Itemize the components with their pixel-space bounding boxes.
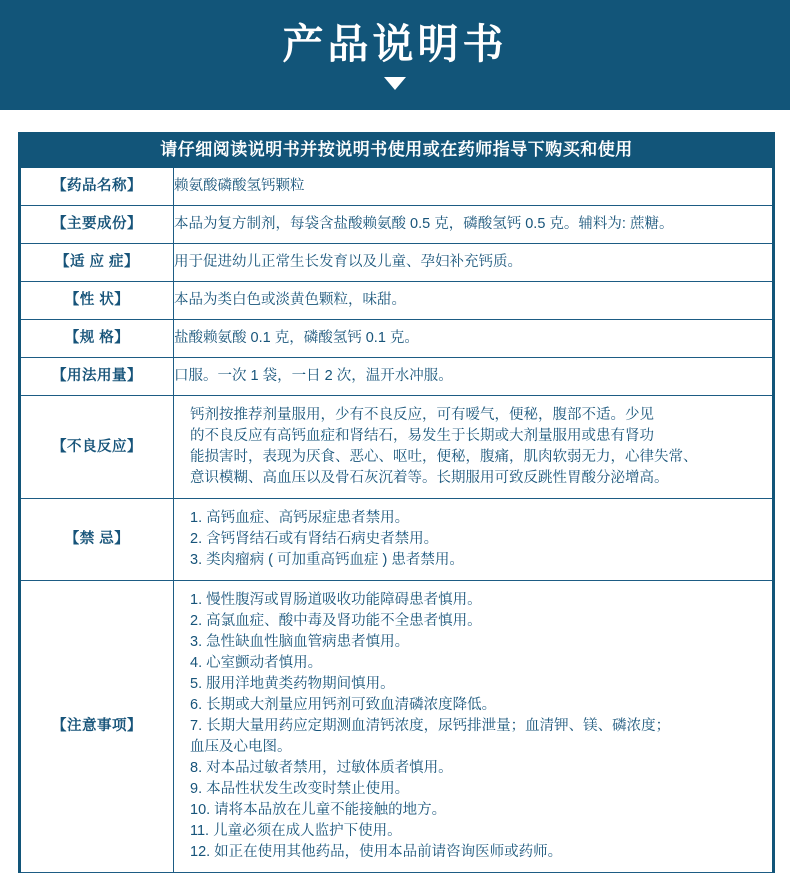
- table-row: [20, 358, 774, 396]
- row-value: [174, 206, 774, 244]
- row-value-line: 能损害时，表现为厌食、恶心、呕吐，便秘，腹痛，肌肉软弱无力，心律失常、: [190, 449, 698, 465]
- row-value-line: 本品为复方制剂，每袋含盐酸赖氨酸 0.5 克，磷酸氢钙 0.5 克。辅料为: 蔗糖。: [174, 216, 674, 232]
- row-value: [174, 499, 774, 581]
- table-row: [20, 320, 774, 358]
- row-value-line: 9. 本品性状发生改变时禁止使用。: [190, 781, 410, 797]
- row-value-line: 的不良反应有高钙血症和肾结石，易发生于长期或大剂量服用或患有肾功: [190, 428, 654, 444]
- row-label: 【适 应 症】: [20, 244, 174, 282]
- row-value: [174, 282, 774, 320]
- row-label: 【药品名称】: [20, 168, 174, 206]
- banner-table-spacer: [0, 110, 790, 132]
- row-value-line: 7. 长期大量用药应定期测血清钙浓度，尿钙排泄量；血清钾、镁、磷浓度；: [190, 718, 671, 734]
- row-value-line: 8. 对本品过敏者禁用，过敏体质者慎用。: [190, 760, 453, 776]
- row-value-line: 2. 含钙肾结石或有肾结石病史者禁用。: [190, 531, 439, 547]
- row-value-line: 赖氨酸磷酸氢钙颗粒: [174, 178, 305, 194]
- row-value-line: 5. 服用洋地黄类药物期间慎用。: [190, 676, 395, 692]
- row-label: 【性 状】: [20, 282, 174, 320]
- chevron-down-icon: [384, 77, 406, 90]
- page-title: 产品说明书: [282, 21, 508, 67]
- row-value-line: 血压及心电图。: [190, 739, 292, 755]
- row-value-line: 2. 高氯血症、酸中毒及肾功能不全患者慎用。: [190, 613, 482, 629]
- row-value-line: 1. 慢性腹泻或胃肠道吸收功能障碍患者慎用。: [190, 592, 482, 608]
- row-value-line: 6. 长期或大剂量应用钙剂可致血清磷浓度降低。: [190, 697, 497, 713]
- row-value: [174, 244, 774, 282]
- drug-leaflet-panel: [18, 132, 775, 873]
- row-value-line: 钙剂按推荐剂量服用，少有不良反应，可有嗳气，便秘，腹部不适。少见: [190, 407, 654, 423]
- row-value: [174, 358, 774, 396]
- row-value-line: 3. 类肉瘤病 ( 可加重高钙血症 ) 患者禁用。: [190, 552, 464, 568]
- row-value-line: 11. 儿童必须在成人监护下使用。: [190, 823, 402, 839]
- leaflet-notice-header: 请仔细阅读说明书并按说明书使用或在药师指导下购买和使用: [18, 132, 775, 168]
- table-row: [20, 244, 774, 282]
- row-label: 【主要成份】: [20, 206, 174, 244]
- row-value-line: 口服。一次 1 袋，一日 2 次，温开水冲服。: [174, 368, 453, 384]
- row-label: 【禁 忌】: [20, 499, 174, 581]
- row-value-line: 3. 急性缺血性脑血管病患者慎用。: [190, 634, 410, 650]
- row-value-line: 本品为类白色或淡黄色颗粒，味甜。: [174, 292, 406, 308]
- row-value: [174, 581, 774, 873]
- row-value: [174, 168, 774, 206]
- row-label: 【不良反应】: [20, 396, 174, 499]
- row-value-line: 意识模糊、高血压以及骨石灰沉着等。长期服用可致反跳性胃酸分泌增高。: [190, 470, 669, 486]
- row-label: 【规 格】: [20, 320, 174, 358]
- row-value-line: 10. 请将本品放在儿童不能接触的地方。: [190, 802, 447, 818]
- row-label: 【用法用量】: [20, 358, 174, 396]
- table-row: [20, 499, 774, 581]
- row-value-line: 盐酸赖氨酸 0.1 克，磷酸氢钙 0.1 克。: [174, 330, 419, 346]
- table-row: [20, 168, 774, 206]
- table-row: [20, 581, 774, 873]
- table-row: [20, 396, 774, 499]
- row-label: 【注意事项】: [20, 581, 174, 873]
- page-banner: [0, 0, 790, 110]
- drug-info-table: [18, 168, 775, 873]
- table-row: [20, 282, 774, 320]
- row-value: [174, 396, 774, 499]
- row-value-line: 用于促进幼儿正常生长发育以及儿童、孕妇补充钙质。: [174, 254, 522, 270]
- row-value-line: 1. 高钙血症、高钙尿症患者禁用。: [190, 510, 410, 526]
- row-value-line: 12. 如正在使用其他药品，使用本品前请咨询医师或药师。: [190, 844, 563, 860]
- row-value-line: 4. 心室颤动者慎用。: [190, 655, 323, 671]
- row-value: [174, 320, 774, 358]
- table-row: [20, 206, 774, 244]
